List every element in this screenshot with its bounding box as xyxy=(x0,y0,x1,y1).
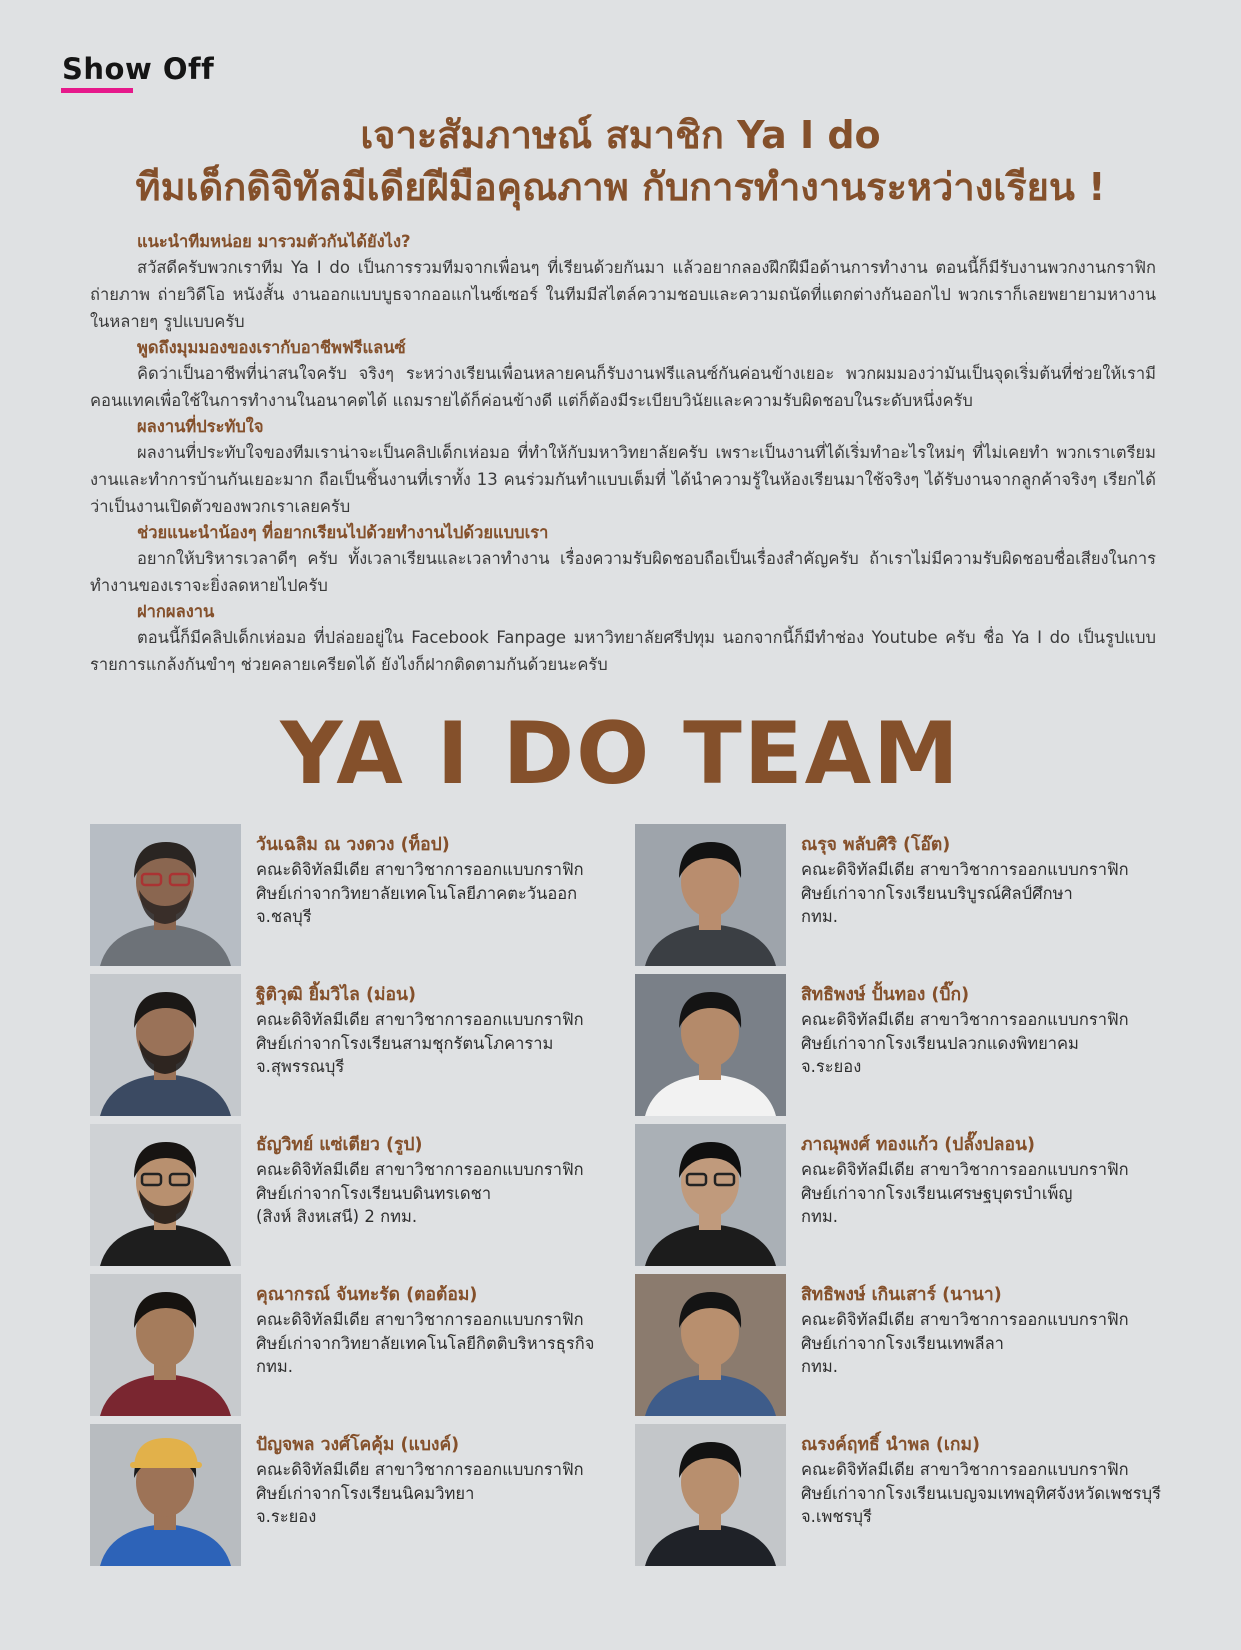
member-faculty: คณะดิจิทัลมีเดีย สาขาวิชาการออกแบบกราฟิก xyxy=(801,1160,1129,1179)
portrait-image xyxy=(90,1424,241,1566)
member-name: ธัญวิทย์ แซ่เตียว (รูป) xyxy=(256,1135,423,1155)
member-name: ฐิติวุฒิ ยิ้มวิไล (ม่อน) xyxy=(256,985,416,1005)
portrait-image xyxy=(90,824,241,966)
member-photo xyxy=(635,1124,786,1266)
member-name: ณรุจ พลับศิริ (โอ๊ต) xyxy=(801,835,951,855)
interview-answer: อยากให้บริหารเวลาดีๆ ครับ ทั้งเวลาเรียนและเวลาทำงาน เรื่องความรับผิดชอบถือเป็นเรื่องสำคัญครับ ถ้าเราไม่มีความรับผิดชอบชื่อเสียงในการทำงานของเราจะยิ่งลดหายไปครับ xyxy=(90,549,1156,595)
member-card xyxy=(90,824,650,966)
member-province: กทม. xyxy=(801,1207,838,1226)
member-photo xyxy=(90,1124,241,1266)
member-school: ศิษย์เก่าจากโรงเรียนบริบูรณ์ศิลป์ศึกษา xyxy=(801,883,1073,903)
section-tag-underline xyxy=(61,88,133,93)
interview-item xyxy=(90,520,1156,599)
member-name: ปัญจพล วงศ์โคคุ้ม (แบงค์) xyxy=(256,1435,460,1455)
interview-answer: ตอนนี้ก็มีคลิปเด็กเห่อมอ ที่ปล่อยอยู่ใน Facebook Fanpage มหาวิทยาลัยศรีปทุม นอกจากนี้ก็มีทำช่อง Youtube ครับ ชื่อ Ya I do เป็นรูปแบบรายการแกล้งกันขำๆ ช่วยคลายเครียดได้ ยังไงก็ฝากติดตามกันด้วยนะครับ xyxy=(90,628,1156,674)
member-province: จ.ระยอง xyxy=(256,1507,317,1526)
interview-answer: สวัสดีครับพวกเราทีม Ya I do เป็นการรวมทีมจากเพื่อนๆ ที่เรียนด้วยกันมา แล้วอยากลองฝึกฝีมือด้านการทำงาน ตอนนี้ก็มีรับงานพวกงานกราฟิก ถ่ายภาพ ถ่ายวิดีโอ หนังสั้น งานออกแบบบูธจากออแกไนซ์เซอร์ ในทีมมีสไตล์ความชอบและความถนัดที่แตกต่างกันออกไป พวกเราก็เลยพยายามหางานในหลายๆ รูปแบบครับ xyxy=(90,258,1156,331)
member-province: จ.ระยอง xyxy=(801,1057,862,1076)
headline-line-2: ทีมเด็กดิจิทัลมีเดียฝีมือคุณภาพ กับการทำงานระหว่างเรียน ! xyxy=(135,165,1106,209)
member-name: สิทธิพงษ์ ปั้นทอง (บิ๊ก) xyxy=(801,985,970,1005)
member-photo xyxy=(635,1424,786,1566)
member-province: จ.สุพรรณบุรี xyxy=(256,1057,345,1076)
member-province: กทม. xyxy=(801,907,838,926)
member-faculty: คณะดิจิทัลมีเดีย สาขาวิชาการออกแบบกราฟิก xyxy=(801,1010,1129,1029)
portrait-image xyxy=(90,1124,241,1266)
member-faculty: คณะดิจิทัลมีเดีย สาขาวิชาการออกแบบกราฟิก xyxy=(256,860,584,879)
member-province: จ.เพชรบุรี xyxy=(801,1507,872,1526)
interview-question: แนะนำทีมหน่อย มารวมตัวกันได้ยังไง? xyxy=(137,232,411,251)
interview-item xyxy=(90,335,1156,414)
portrait-image xyxy=(635,1274,786,1416)
member-school: ศิษย์เก่าจากวิทยาลัยเทคโนโลยีภาคตะวันออก xyxy=(256,883,578,903)
member-card xyxy=(635,974,1195,1116)
section-tag: Show Off xyxy=(62,52,215,86)
interview-answer: คิดว่าเป็นอาชีพที่น่าสนใจครับ จริงๆ ระหว่างเรียนเพื่อนหลายคนก็รับงานฟรีแลนซ์กันค่อนข้างเยอะ พวกผมมองว่ามันเป็นจุดเริ่มต้นที่ช่วยให้เรามีคอนแทคเพื่อใช้ในการทำงานในอนาคตได้ แถมรายได้ก็ค่อนข้างดี แต่ก็ต้องมีระเบียบวินัยและความรับผิดชอบในระดับหนึ่งครับ xyxy=(90,364,1156,410)
member-name: ณรงค์ฤทธิ์ นำพล (เกม) xyxy=(801,1435,981,1455)
member-school: ศิษย์เก่าจากโรงเรียนเทพลีลา xyxy=(801,1333,1004,1353)
member-faculty: คณะดิจิทัลมีเดีย สาขาวิชาการออกแบบกราฟิก xyxy=(256,1310,584,1329)
interview-item xyxy=(90,599,1156,678)
portrait-image xyxy=(635,1124,786,1266)
member-photo xyxy=(635,974,786,1116)
portrait-image xyxy=(635,1424,786,1566)
member-faculty: คณะดิจิทัลมีเดีย สาขาวิชาการออกแบบกราฟิก xyxy=(256,1160,584,1179)
member-card xyxy=(635,1424,1195,1566)
member-photo xyxy=(90,1274,241,1416)
portrait-image xyxy=(90,1274,241,1416)
member-card xyxy=(90,1424,650,1566)
member-name: วันเฉลิม ณ วงดวง (ท็อป) xyxy=(256,835,450,855)
portrait-image xyxy=(635,824,786,966)
headline-line-1: เจาะสัมภาษณ์ สมาชิก Ya I do xyxy=(360,113,881,157)
interview-item xyxy=(90,229,1156,335)
interview-question: ช่วยแนะนำน้องๆ ที่อยากเรียนไปด้วยทำงานไปด้วยแบบเรา xyxy=(137,523,549,542)
member-photo xyxy=(90,974,241,1116)
member-card xyxy=(635,824,1195,966)
member-province: (สิงห์ สิงหเสนี) 2 กทม. xyxy=(256,1207,418,1226)
member-card xyxy=(90,1124,650,1266)
member-faculty: คณะดิจิทัลมีเดีย สาขาวิชาการออกแบบกราฟิก xyxy=(801,1310,1129,1329)
interview-section xyxy=(90,229,1156,678)
member-province: กทม. xyxy=(256,1357,293,1376)
team-title: YA I DO TEAM xyxy=(280,704,961,804)
interview-question: ผลงานที่ประทับใจ xyxy=(137,417,264,436)
member-card xyxy=(90,974,650,1116)
member-card xyxy=(635,1274,1195,1416)
member-school: ศิษย์เก่าจากโรงเรียนเบญจมเทพอุทิศจังหวัดเพชรบุรี xyxy=(801,1483,1161,1503)
interview-answer: ผลงานที่ประทับใจของทีมเราน่าจะเป็นคลิปเด็กเห่อมอ ที่ทำให้กับมหาวิทยาลัยครับ เพราะเป็นงานที่ได้เริ่มทำอะไรใหม่ๆ ที่ไม่เคยทำ พวกเราเตรียมงานและทำการบ้านกันเยอะมาก ถือเป็นชิ้นงานที่เราทั้ง 13 คนร่วมกันทำแบบเต็มที่ ได้นำความรู้ในห้องเรียนมาใช้จริงๆ ได้รับงานจากลูกค้าจริงๆ เรียกได้ว่าเป็นงานเปิดตัวของพวกเราเลยครับ xyxy=(90,443,1156,516)
member-school: ศิษย์เก่าจากโรงเรียนเศรษฐบุตรบำเพ็ญ xyxy=(801,1183,1073,1203)
member-photo xyxy=(635,824,786,966)
member-school: ศิษย์เก่าจากโรงเรียนปลวกแดงพิทยาคม xyxy=(801,1033,1079,1053)
member-province: จ.ชลบุรี xyxy=(256,907,312,926)
interview-question: พูดถึงมุมมองของเรากับอาชีพฟรีแลนซ์ xyxy=(137,338,406,357)
member-name: คุณากรณ์ จันทะรัด (ตอต้อม) xyxy=(256,1285,478,1305)
member-faculty: คณะดิจิทัลมีเดีย สาขาวิชาการออกแบบกราฟิก xyxy=(801,1460,1129,1479)
interview-question: ฝากผลงาน xyxy=(137,602,215,621)
member-faculty: คณะดิจิทัลมีเดีย สาขาวิชาการออกแบบกราฟิก xyxy=(801,860,1129,879)
member-school: ศิษย์เก่าจากโรงเรียนนิคมวิทยา xyxy=(256,1483,475,1503)
member-school: ศิษย์เก่าจากโรงเรียนบดินทรเดชา xyxy=(256,1183,492,1203)
photo-cap-brim xyxy=(130,1462,202,1468)
member-photo xyxy=(90,824,241,966)
interview-item xyxy=(90,414,1156,520)
member-faculty: คณะดิจิทัลมีเดีย สาขาวิชาการออกแบบกราฟิก xyxy=(256,1010,584,1029)
member-photo xyxy=(635,1274,786,1416)
member-faculty: คณะดิจิทัลมีเดีย สาขาวิชาการออกแบบกราฟิก xyxy=(256,1460,584,1479)
portrait-image xyxy=(635,974,786,1116)
member-school: ศิษย์เก่าจากโรงเรียนสามชุกรัตนโภคาราม xyxy=(256,1033,554,1053)
member-card xyxy=(90,1274,650,1416)
member-name: ภาณุพงศ์ ทองแก้ว (ปลั๊งปลอน) xyxy=(801,1135,1035,1155)
member-name: สิทธิพงษ์ เกินเสาร์ (นานา) xyxy=(801,1285,1002,1305)
member-photo xyxy=(90,1424,241,1566)
member-card xyxy=(635,1124,1195,1266)
portrait-image xyxy=(90,974,241,1116)
member-province: กทม. xyxy=(801,1357,838,1376)
member-school: ศิษย์เก่าจากวิทยาลัยเทคโนโลยีกิตติบริหารธุรกิจ xyxy=(256,1333,595,1353)
